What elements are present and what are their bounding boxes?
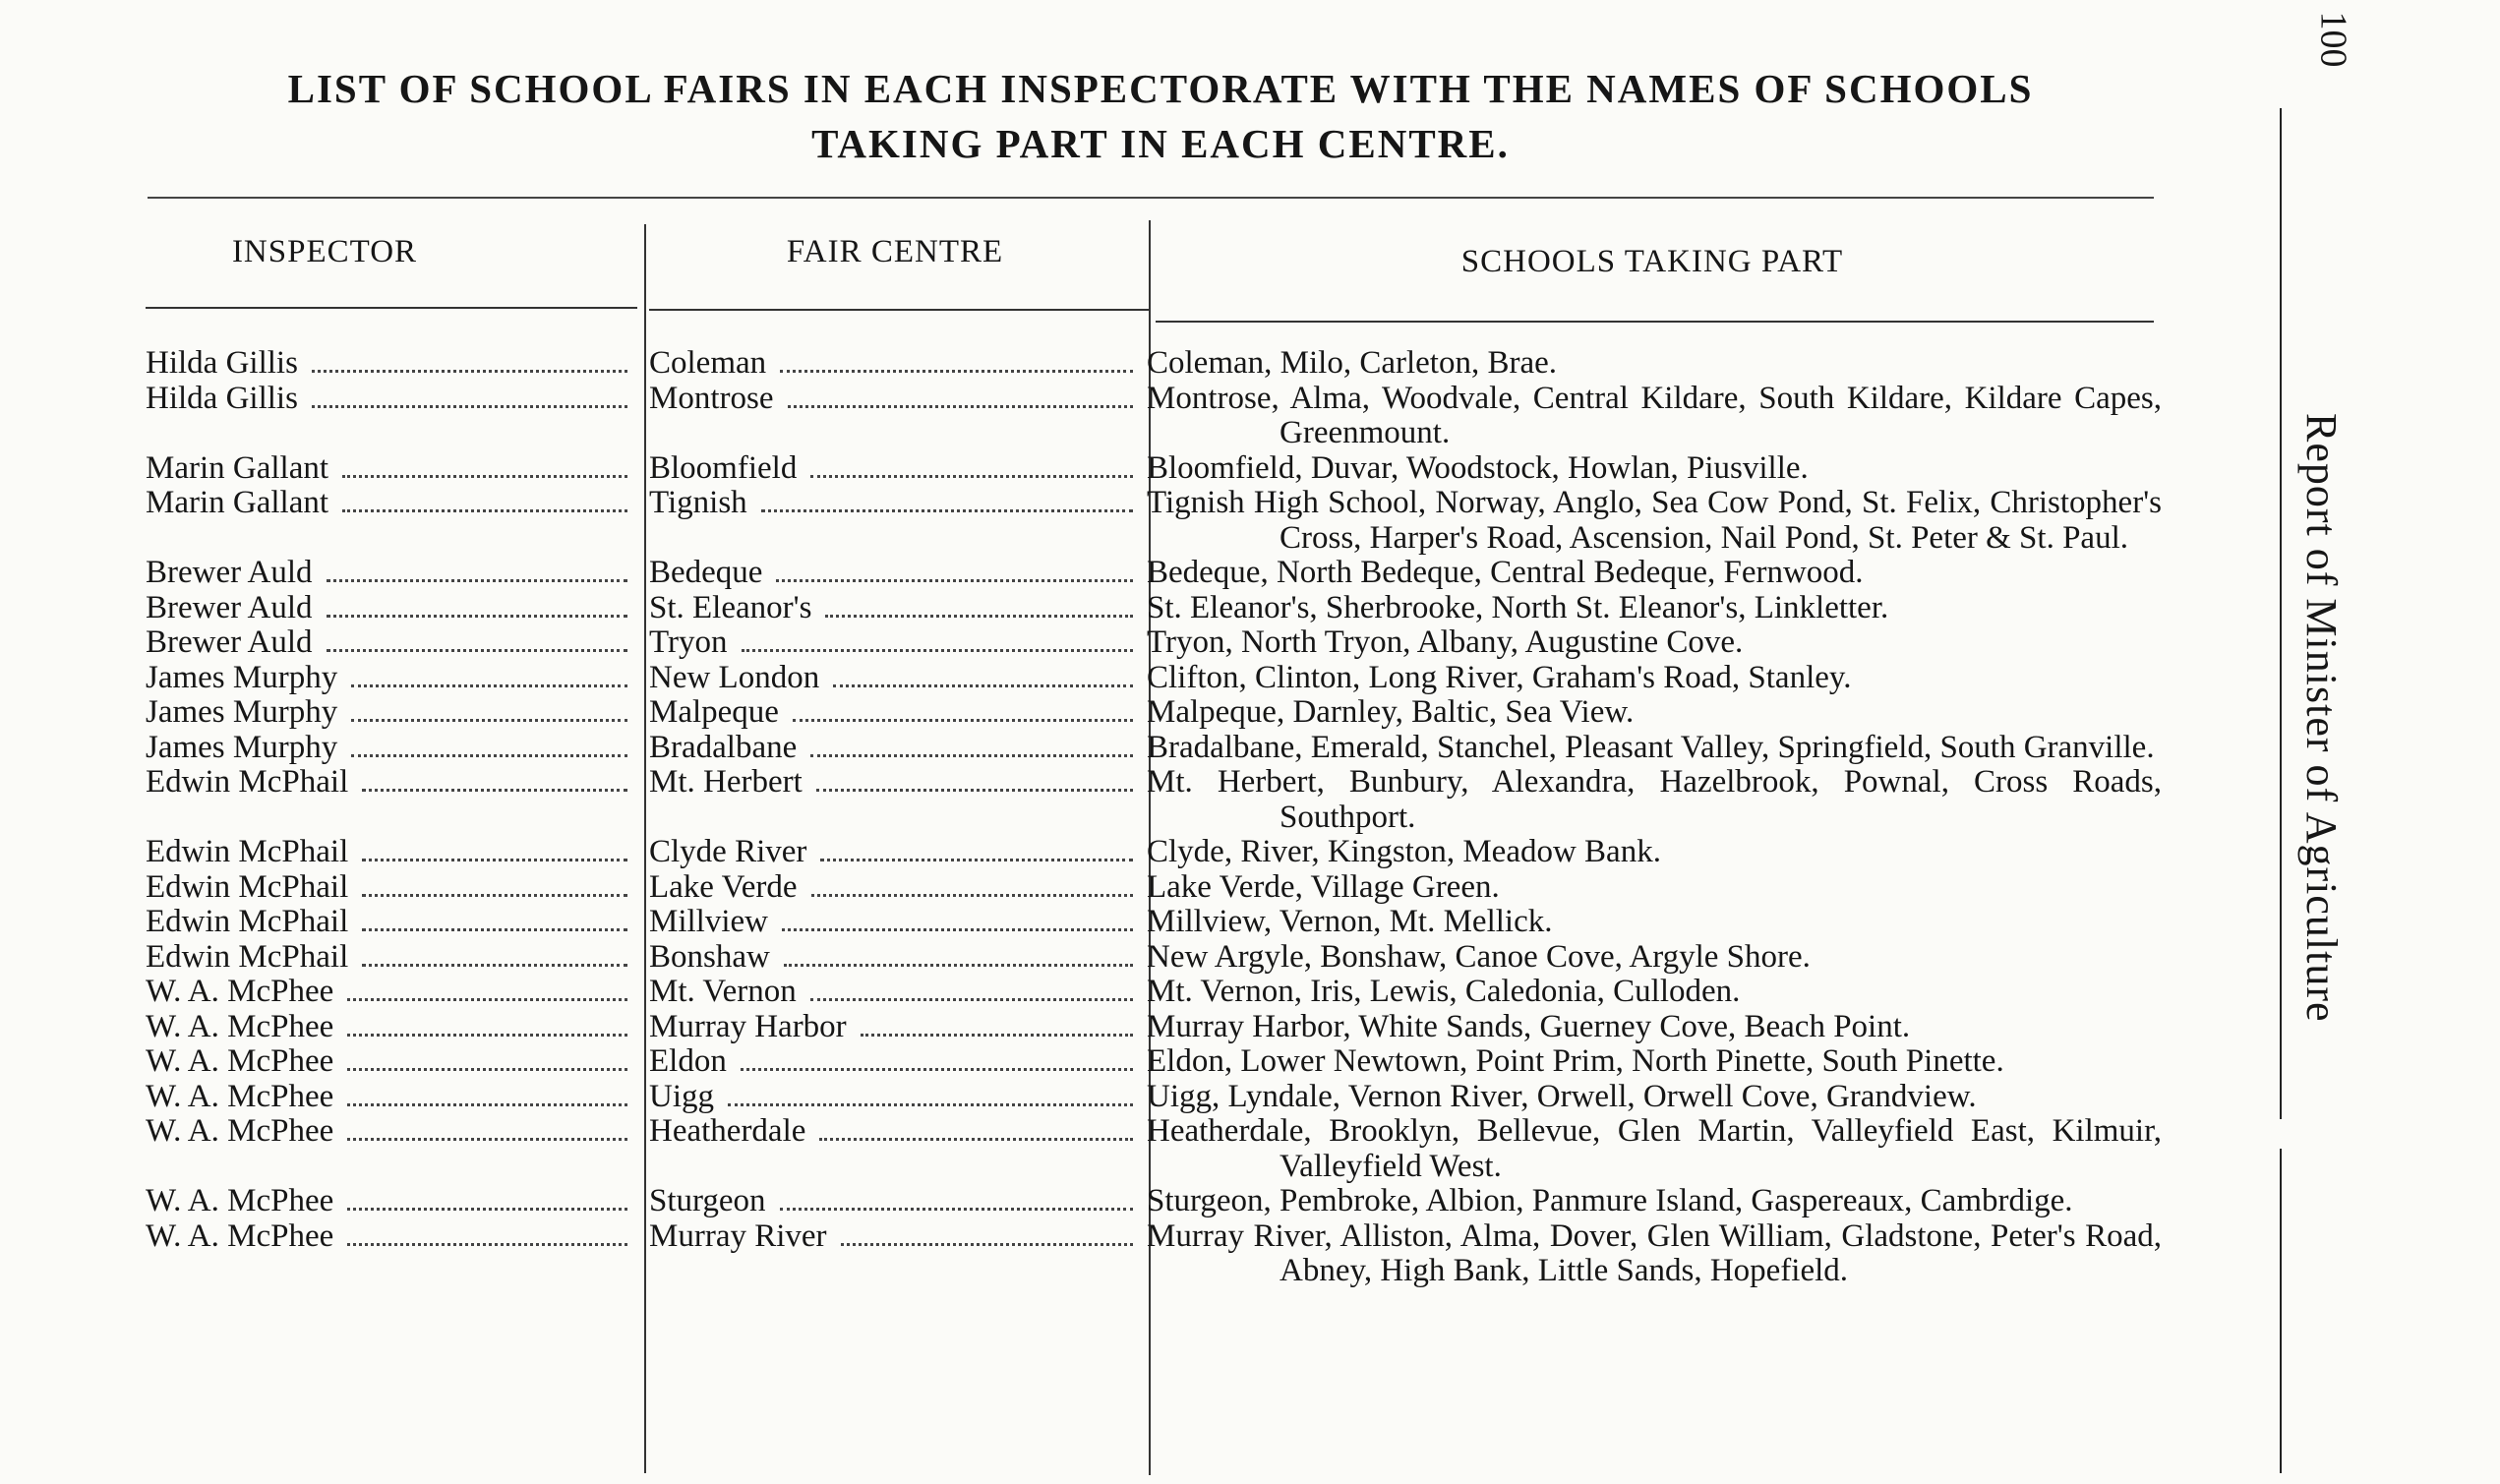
inspector-cell xyxy=(146,1114,639,1150)
table-row xyxy=(146,1184,2162,1219)
inspector-name: James Murphy xyxy=(146,695,338,730)
fair-centre-cell xyxy=(639,661,1143,696)
schools-cell xyxy=(1143,940,2162,976)
fair-centre-name: Malpeque xyxy=(649,695,779,730)
dot-leader xyxy=(861,1033,1133,1037)
schools-list: Murray River, Alliston, Alma, Dover, Glen William, Gladstone, Peter's Road, Abney, High Bank, Little Sands, Hopefield. xyxy=(1147,1217,2162,1288)
schools-list: Murray Harbor, White Sands, Guerney Cove, Beach Point. xyxy=(1147,1008,1911,1044)
schools-cell xyxy=(1143,661,2162,696)
table-row xyxy=(146,940,2162,976)
fair-centre-name: Eldon xyxy=(649,1044,727,1079)
schools-header-underline xyxy=(1156,321,2154,323)
inspector-cell xyxy=(146,486,639,521)
schools-cell xyxy=(1143,382,2162,451)
dot-leader xyxy=(780,1207,1133,1211)
fair-centre-cell xyxy=(639,591,1143,626)
dot-leader xyxy=(810,474,1133,478)
fair-centre-name: St. Eleanor's xyxy=(649,590,812,625)
inspector-cell xyxy=(146,661,639,696)
fair-centre-name: Murray River xyxy=(649,1218,827,1254)
dot-leader xyxy=(793,718,1133,722)
inspector-name: Edwin McPhail xyxy=(146,939,349,975)
schools-list: Uigg, Lyndale, Vernon River, Orwell, Orwell Cove, Grandview. xyxy=(1147,1078,1977,1114)
schools-cell xyxy=(1143,346,2162,382)
inspector-name: Marin Gallant xyxy=(146,486,329,520)
dot-leader xyxy=(327,648,627,652)
dot-leader xyxy=(347,1207,627,1211)
fair-centre-name: Heatherdale xyxy=(649,1114,806,1149)
fair-centre-cell xyxy=(639,870,1143,906)
fair-centre-name: Mt. Herbert xyxy=(649,765,803,800)
column-header-fair-centre: FAIR CENTRE xyxy=(786,234,1004,269)
dot-leader xyxy=(347,1137,627,1141)
dot-leader xyxy=(347,1242,627,1246)
schools-cell xyxy=(1143,451,2162,487)
schools-list: Millview, Vernon, Mt. Mellick. xyxy=(1147,904,1553,939)
fair-centre-name: Coleman xyxy=(649,346,767,381)
table-row xyxy=(146,556,2162,591)
schools-list: Malpeque, Darnley, Baltic, Sea View. xyxy=(1147,694,1635,730)
schools-cell xyxy=(1143,870,2162,906)
dot-leader xyxy=(362,893,627,897)
side-rule-upper xyxy=(2280,108,2282,1119)
table-row xyxy=(146,451,2162,487)
schools-cell xyxy=(1143,765,2162,835)
dot-leader xyxy=(347,1102,627,1106)
schools-cell xyxy=(1143,835,2162,870)
fair-centre-cell xyxy=(639,765,1143,801)
inspector-cell xyxy=(146,1184,639,1219)
dot-leader xyxy=(362,788,627,792)
column-header-inspector: INSPECTOR xyxy=(231,234,418,269)
fair-centre-name: New London xyxy=(649,660,820,695)
dot-leader xyxy=(342,474,627,478)
title-line-2: TAKING PART IN EACH CENTRE. xyxy=(811,121,1510,166)
fair-centre-name: Montrose xyxy=(649,381,774,416)
dot-leader xyxy=(347,1067,627,1071)
page-number: 100 xyxy=(2312,11,2354,68)
fair-centre-cell xyxy=(639,905,1143,940)
inspector-name: W. A. McPhee xyxy=(146,1009,334,1044)
fair-centre-name: Mt. Vernon xyxy=(649,975,797,1009)
inspector-name: Brewer Auld xyxy=(146,556,313,590)
fair-centre-name: Sturgeon xyxy=(649,1184,766,1218)
fair-centre-cell xyxy=(639,451,1143,487)
fair-centre-cell xyxy=(639,835,1143,870)
inspector-cell xyxy=(146,556,639,591)
schools-list: St. Eleanor's, Sherbrooke, North St. Eleanor's, Linkletter. xyxy=(1147,589,1889,625)
fair-centre-name: Tignish xyxy=(649,486,747,520)
inspector-cell xyxy=(146,835,639,870)
schools-list: Bloomfield, Duvar, Woodstock, Howlan, Piusville. xyxy=(1147,449,1809,486)
dot-leader xyxy=(788,404,1134,408)
table-row xyxy=(146,1010,2162,1045)
table-row xyxy=(146,905,2162,940)
fair-centre-name: Millview xyxy=(649,905,768,939)
dot-leader xyxy=(811,893,1133,897)
dot-leader xyxy=(342,508,627,512)
inspector-cell xyxy=(146,940,639,976)
fair-centre-cell xyxy=(639,695,1143,731)
inspector-name: Brewer Auld xyxy=(146,625,313,660)
fair-table xyxy=(146,346,2162,1289)
table-row xyxy=(146,591,2162,626)
schools-list: Eldon, Lower Newtown, Point Prim, North Pinette, South Pinette. xyxy=(1147,1043,2004,1079)
schools-list: Sturgeon, Pembroke, Albion, Panmure Island, Gaspereaux, Cambrdige. xyxy=(1147,1183,2073,1218)
fair-centre-cell xyxy=(639,1044,1143,1080)
fair-centre-cell xyxy=(639,486,1143,521)
schools-list: Clifton, Clinton, Long River, Graham's Road, Stanley. xyxy=(1147,659,1852,695)
dot-leader xyxy=(347,1033,627,1037)
schools-cell xyxy=(1143,1010,2162,1045)
inspector-cell xyxy=(146,1219,639,1255)
schools-list: Mt. Vernon, Iris, Lewis, Caledonia, Culloden. xyxy=(1147,974,1741,1009)
inspector-name: Brewer Auld xyxy=(146,590,313,625)
dot-leader xyxy=(362,927,627,931)
inspector-cell xyxy=(146,695,639,731)
table-row xyxy=(146,486,2162,556)
schools-cell xyxy=(1143,1044,2162,1080)
inspector-name: Edwin McPhail xyxy=(146,905,349,939)
schools-list: Tignish High School, Norway, Anglo, Sea Cow Pond, St. Felix, Christopher's Cross, Harper's Road, Ascension, Nail Pond, St. Peter & St. Paul. xyxy=(1147,485,2162,556)
inspector-name: W. A. McPhee xyxy=(146,1044,334,1079)
schools-cell xyxy=(1143,731,2162,766)
dot-leader xyxy=(351,753,627,757)
inspector-cell xyxy=(146,625,639,661)
inspector-name: W. A. McPhee xyxy=(146,1079,334,1114)
dot-leader xyxy=(820,858,1133,861)
column-header-schools: SCHOOLS TAKING PART xyxy=(1460,244,1844,279)
dot-leader xyxy=(810,753,1133,757)
table-row xyxy=(146,1080,2162,1115)
fair-centre-name: Murray Harbor xyxy=(649,1009,847,1044)
inspector-cell xyxy=(146,975,639,1010)
inspector-cell xyxy=(146,346,639,382)
table-row xyxy=(146,661,2162,696)
table-row xyxy=(146,695,2162,731)
inspector-name: W. A. McPhee xyxy=(146,1184,334,1218)
table-row xyxy=(146,835,2162,870)
inspector-cell xyxy=(146,765,639,801)
table-row xyxy=(146,765,2162,835)
schools-cell xyxy=(1143,1184,2162,1219)
fair-centre-cell xyxy=(639,346,1143,382)
schools-cell xyxy=(1143,695,2162,731)
table-row xyxy=(146,382,2162,451)
fair-header-underline xyxy=(649,309,1149,311)
dot-leader xyxy=(362,963,627,967)
dot-leader xyxy=(362,858,627,861)
inspector-name: Edwin McPhail xyxy=(146,765,349,800)
schools-list: Mt. Herbert, Bunbury, Alexandra, Hazelbrook, Pownal, Cross Roads, Southport. xyxy=(1147,764,2162,835)
fair-centre-cell xyxy=(639,625,1143,661)
fair-centre-cell xyxy=(639,1080,1143,1115)
schools-list: New Argyle, Bonshaw, Canoe Cove, Argyle Shore. xyxy=(1147,938,1811,975)
schools-cell xyxy=(1143,905,2162,940)
schools-cell xyxy=(1143,1114,2162,1184)
dot-leader xyxy=(728,1102,1133,1106)
dot-leader xyxy=(351,683,627,687)
inspector-name: Hilda Gillis xyxy=(146,381,298,416)
table-row xyxy=(146,1219,2162,1289)
fair-centre-cell xyxy=(639,382,1143,417)
dot-leader xyxy=(742,648,1134,652)
schools-cell xyxy=(1143,975,2162,1010)
dot-leader xyxy=(312,369,627,373)
table-row xyxy=(146,625,2162,661)
schools-cell xyxy=(1143,591,2162,626)
dot-leader xyxy=(347,997,627,1001)
fair-centre-cell xyxy=(639,940,1143,976)
fair-centre-cell xyxy=(639,556,1143,591)
inspector-name: Marin Gallant xyxy=(146,450,329,486)
schools-list: Heatherdale, Brooklyn, Bellevue, Glen Martin, Valleyfield East, Kilmuir, Valleyfield West. xyxy=(1147,1113,2162,1184)
inspector-cell xyxy=(146,382,639,417)
inspector-header-underline xyxy=(146,307,637,309)
table-row xyxy=(146,346,2162,382)
inspector-name: James Murphy xyxy=(146,730,338,765)
inspector-name: W. A. McPhee xyxy=(146,1218,334,1254)
fair-centre-cell xyxy=(639,1184,1143,1219)
schools-list: Clyde, River, Kingston, Meadow Bank. xyxy=(1147,834,1661,869)
schools-cell xyxy=(1143,625,2162,661)
inspector-name: W. A. McPhee xyxy=(146,1114,334,1149)
title-line-1: LIST OF SCHOOL FAIRS IN EACH INSPECTORATE WITH THE NAMES OF SCHOOLS xyxy=(287,66,2034,111)
side-rule-lower xyxy=(2280,1149,2282,1473)
schools-list: Bradalbane, Emerald, Stanchel, Pleasant Valley, Springfield, South Granville. xyxy=(1147,729,2155,765)
dot-leader xyxy=(312,404,627,408)
dot-leader xyxy=(776,578,1133,582)
inspector-cell xyxy=(146,451,639,487)
schools-cell xyxy=(1143,1080,2162,1115)
fair-centre-cell xyxy=(639,731,1143,766)
dot-leader xyxy=(841,1242,1133,1246)
schools-cell xyxy=(1143,556,2162,591)
inspector-name: Edwin McPhail xyxy=(146,869,349,905)
dot-leader xyxy=(327,614,627,618)
schools-cell xyxy=(1143,486,2162,556)
inspector-cell xyxy=(146,1080,639,1115)
fair-centre-name: Bradalbane xyxy=(649,730,798,765)
schools-list: Lake Verde, Village Green. xyxy=(1147,868,1500,905)
table-row xyxy=(146,731,2162,766)
inspector-cell xyxy=(146,870,639,906)
header-rule xyxy=(148,197,2154,199)
fair-centre-cell xyxy=(639,1114,1143,1150)
table-row xyxy=(146,870,2162,906)
fair-centre-cell xyxy=(639,1010,1143,1045)
dot-leader xyxy=(761,508,1133,512)
dot-leader xyxy=(327,578,627,582)
fair-centre-name: Clyde River xyxy=(649,835,807,869)
fair-centre-cell xyxy=(639,975,1143,1010)
dot-leader xyxy=(741,1067,1133,1071)
dot-leader xyxy=(833,683,1133,687)
dot-leader xyxy=(816,788,1133,792)
fair-centre-name: Lake Verde xyxy=(649,869,798,905)
inspector-cell xyxy=(146,1044,639,1080)
inspector-name: Edwin McPhail xyxy=(146,835,349,869)
inspector-cell xyxy=(146,731,639,766)
fair-centre-name: Bonshaw xyxy=(649,939,770,975)
fair-centre-name: Tryon xyxy=(649,625,728,660)
table-row xyxy=(146,1114,2162,1184)
page-title xyxy=(138,61,2183,171)
inspector-cell xyxy=(146,905,639,940)
table-row xyxy=(146,1044,2162,1080)
schools-list: Coleman, Milo, Carleton, Brae. xyxy=(1147,345,1557,381)
dot-leader xyxy=(784,963,1133,967)
inspector-cell xyxy=(146,591,639,626)
dot-leader xyxy=(782,927,1133,931)
dot-leader xyxy=(810,997,1133,1001)
schools-list: Montrose, Alma, Woodvale, Central Kildare, South Kildare, Kildare Capes, Greenmount. xyxy=(1147,380,2162,450)
inspector-name: Hilda Gillis xyxy=(146,346,298,381)
schools-list: Bedeque, North Bedeque, Central Bedeque, Fernwood. xyxy=(1147,555,1864,590)
dot-leader xyxy=(825,614,1133,618)
fair-centre-name: Bedeque xyxy=(649,556,763,590)
fair-centre-name: Bloomfield xyxy=(649,450,798,486)
inspector-name: James Murphy xyxy=(146,660,338,695)
dot-leader xyxy=(780,369,1133,373)
dot-leader xyxy=(819,1137,1133,1141)
fair-centre-cell xyxy=(639,1219,1143,1255)
fair-centre-name: Uigg xyxy=(649,1079,714,1114)
inspector-cell xyxy=(146,1010,639,1045)
table-row xyxy=(146,975,2162,1010)
dot-leader xyxy=(351,718,627,722)
inspector-name: W. A. McPhee xyxy=(146,975,334,1009)
schools-list: Tryon, North Tryon, Albany, Augustine Cove. xyxy=(1147,624,1744,660)
schools-cell xyxy=(1143,1219,2162,1289)
